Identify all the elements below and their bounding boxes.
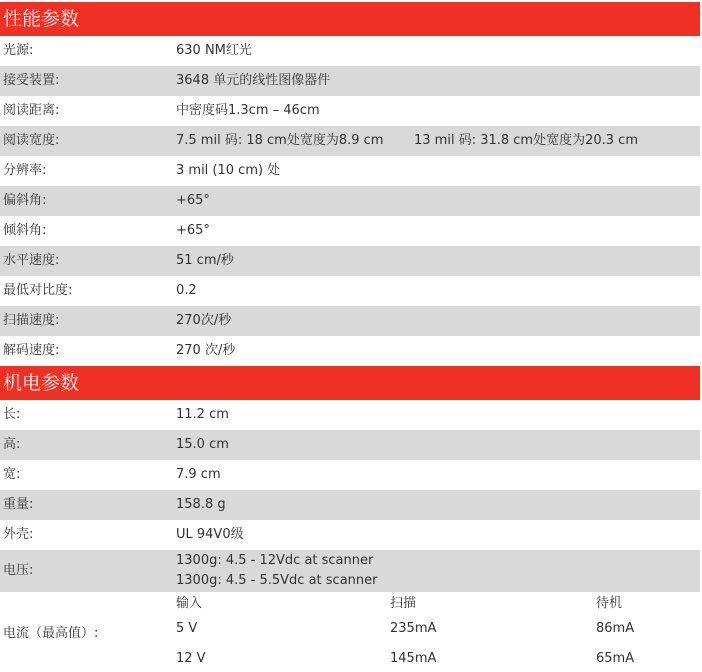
current-label: 电流（最高值）: xyxy=(3,626,99,641)
spec-value: 1300g: 4.5 - 5.5Vdc at scanner xyxy=(176,573,378,588)
spec-row-horizontal-speed xyxy=(0,246,700,276)
spec-label: 阅读距离: xyxy=(3,103,60,118)
spec-label: 阅读宽度: xyxy=(3,133,60,148)
spec-row-voltage xyxy=(0,550,700,592)
spec-row-scan-speed xyxy=(0,306,700,336)
spec-row-read-distance xyxy=(0,96,700,126)
spec-value: 630 NM红光 xyxy=(176,43,252,58)
spec-label: 长: xyxy=(3,407,21,422)
spec-label: 最低对比度: xyxy=(3,283,73,298)
spec-row-width xyxy=(0,460,700,490)
spec-label: 外壳: xyxy=(3,527,34,542)
spec-label: 光源: xyxy=(3,43,34,58)
current-cell: 145mA xyxy=(390,651,437,666)
current-cell: 235mA xyxy=(390,621,437,636)
spec-row-receiver xyxy=(0,66,700,96)
current-header-scan: 扫描 xyxy=(390,596,417,611)
current-cell: 65mA xyxy=(596,651,635,666)
spec-value: 270 次/秒 xyxy=(176,343,236,358)
section-header-electromechanical xyxy=(0,366,700,400)
spec-row-weight xyxy=(0,490,700,520)
spec-value: 7.5 mil 码: 18 cm处宽度为8.9 cm xyxy=(176,133,384,148)
spec-label: 扫描速度: xyxy=(3,313,60,328)
spec-value: 15.0 cm xyxy=(176,437,229,452)
spec-label: 解码速度: xyxy=(3,343,60,358)
spec-value: 3648 单元的线性图像器件 xyxy=(176,73,331,88)
section-title: 机电参数 xyxy=(3,372,80,394)
spec-value: 11.2 cm xyxy=(176,407,229,422)
spec-row-length xyxy=(0,400,700,430)
spec-row-height xyxy=(0,430,700,460)
section-title: 性能参数 xyxy=(3,8,80,30)
spec-label: 倾斜角: xyxy=(3,223,47,238)
spec-label: 接受装置: xyxy=(3,73,60,88)
spec-row-read-width xyxy=(0,126,700,156)
current-cell: 12 V xyxy=(176,651,206,666)
spec-value-secondary: 13 mil 码: 31.8 cm处宽度为20.3 cm xyxy=(414,133,638,148)
spec-value: 7.9 cm xyxy=(176,467,221,482)
current-cell: 86mA xyxy=(596,621,635,636)
section-header-performance xyxy=(0,2,700,36)
spec-row-decode-speed xyxy=(0,336,700,366)
spec-row-housing xyxy=(0,520,700,550)
spec-value: 0.2 xyxy=(176,283,197,298)
spec-value: +65° xyxy=(176,223,210,238)
spec-label: 宽: xyxy=(3,467,21,482)
spec-value: 158.8 g xyxy=(176,497,226,512)
spec-row-resolution xyxy=(0,156,700,186)
spec-row-skew xyxy=(0,186,700,216)
spec-value: 270次/秒 xyxy=(176,313,232,328)
spec-value: UL 94V0级 xyxy=(176,527,244,542)
current-header-standby: 待机 xyxy=(596,596,623,611)
spec-label: 偏斜角: xyxy=(3,193,47,208)
spec-label: 电压: xyxy=(3,563,34,578)
current-table xyxy=(0,592,700,670)
spec-row-min-contrast xyxy=(0,276,700,306)
spec-label: 重量: xyxy=(3,497,34,512)
spec-row-pitch xyxy=(0,216,700,246)
spec-value: 1300g: 4.5 - 12Vdc at scanner xyxy=(176,553,374,568)
spec-value: 51 cm/秒 xyxy=(176,253,234,268)
spec-label: 分辨率: xyxy=(3,163,47,178)
current-header-input: 输入 xyxy=(176,596,203,611)
spec-value: 3 mil (10 cm) 处 xyxy=(176,163,281,178)
spec-label: 高: xyxy=(3,437,21,452)
spec-value: 中密度码1.3cm – 46cm xyxy=(176,103,320,118)
spec-value: +65° xyxy=(176,193,210,208)
spec-label: 水平速度: xyxy=(3,253,60,268)
current-cell: 5 V xyxy=(176,621,198,636)
spec-row-light-source xyxy=(0,36,700,66)
